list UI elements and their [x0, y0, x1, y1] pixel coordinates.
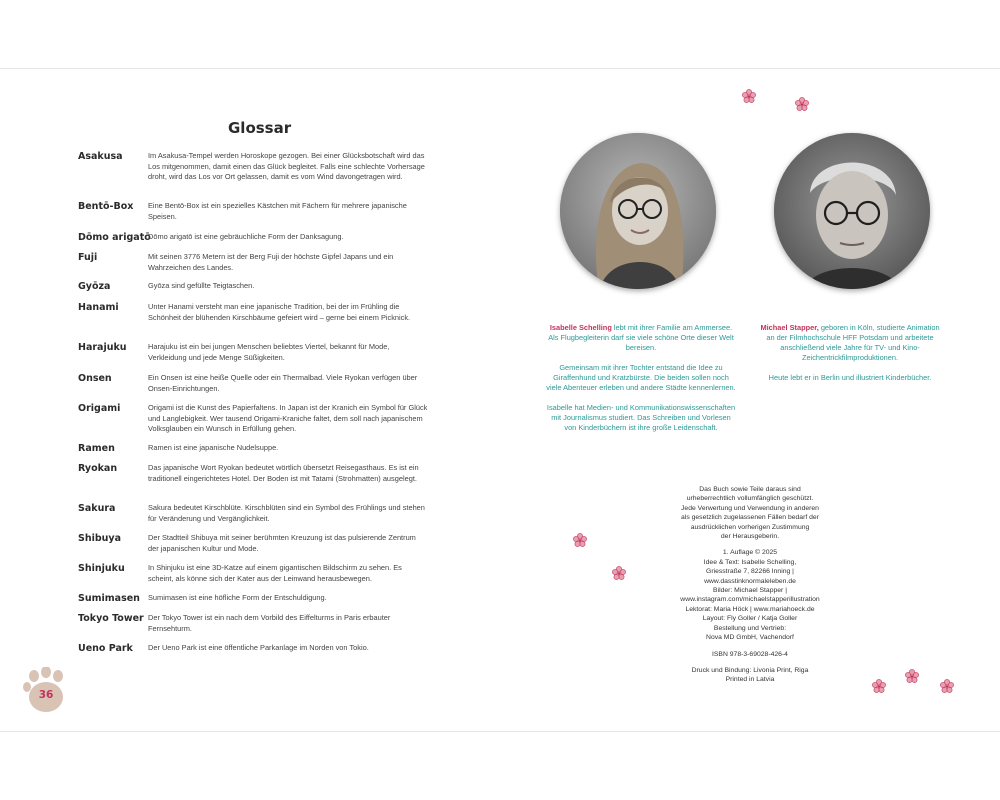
glossary-definition: Dōmo arigatō ist eine gebräuchliche Form der Danksagung.	[148, 232, 344, 241]
glossary-term: Sakura	[78, 503, 116, 514]
glossary-term: Gyōza	[78, 281, 111, 292]
bio-paragraph: Gemeinsam mit ihrer Tochter entstand die Idee zu Giraffenhund und Kratzbürste. Die beiden sollen noch viele Abenteuer erleben und andere Städte kennenlernen.	[546, 363, 736, 392]
portrait-man-icon	[774, 133, 930, 289]
paw-print-icon	[22, 667, 70, 715]
glossary-definition: Ramen ist eine japanische Nudelsuppe.	[148, 443, 279, 452]
right-page	[500, 69, 1000, 731]
glossary-definition: Unter Hanami versteht man eine japanische Tradition, bei der im Frühling die Schönheit der blühenden Kirschbäume gefeiert wird – gerne bei einem Picknick.	[148, 302, 411, 322]
glossary-definition: Sumimasen ist eine höfliche Form der Entschuldigung.	[148, 593, 327, 602]
glossary-definition: Harajuku ist ein bei jungen Menschen beliebtes Viertel, bekannt für Mode, Verkleidung und jede Menge Süßigkeiten.	[148, 342, 390, 362]
author-bio-isabelle	[546, 323, 736, 443]
imprint-line: Idee & Text: Isabelle Schelling,	[703, 558, 797, 566]
page-number: 36	[38, 689, 54, 701]
glossary-definition: Ein Onsen ist eine heiße Quelle oder ein Thermalbad. Viele Ryokan verfügen über Onsen-Einrichtungen.	[148, 373, 418, 393]
glossary-definition: Sakura bedeutet Kirschblüte. Kirschblüten sind ein Symbol des Frühlings und stehen für Veränderung und Vergänglichkeit.	[148, 503, 425, 523]
glossary-term: Dōmo arigatō	[78, 232, 151, 243]
imprint-line: Das Buch sowie Teile daraus sind	[699, 486, 801, 493]
glossary-term: Fuji	[78, 252, 98, 263]
bio-paragraph: Heute lebt er in Berlin und illustriert Kinderbücher.	[768, 373, 932, 382]
imprint-line: der Herausgeberin.	[720, 533, 780, 541]
glossary-definition: Der Stadtteil Shibuya mit seiner berühmten Kreuzung ist das pulsierende Zentrum der japanischen Kultur und Mode.	[148, 533, 416, 553]
imprint-line: Bilder: Michael Stapper |	[713, 587, 787, 595]
glossary-term: Shinjuku	[78, 563, 125, 574]
glossary-term: Onsen	[78, 373, 112, 384]
author-bio-michael	[760, 323, 940, 393]
cherry-blossom-icon	[742, 89, 756, 103]
book-spread	[0, 68, 1000, 732]
glossary-definition: Der Tokyo Tower ist ein nach dem Vorbild des Eiffelturms in Paris erbauter Fernsehturm.	[148, 613, 391, 633]
cherry-blossom-icon	[795, 97, 809, 111]
glossary-definition: Der Ueno Park ist eine öffentliche Parkanlage im Norden von Tokio.	[148, 643, 369, 652]
imprint-line: Griesstraße 7, 82266 Inning |	[706, 568, 794, 576]
cherry-blossom-icon	[905, 669, 919, 683]
glossary-term: Ueno Park	[78, 643, 133, 654]
imprint-line: Bestellung und Vertrieb:	[713, 624, 787, 632]
glossary-term: Bentō-Box	[78, 201, 134, 212]
glossary-term: Asakusa	[78, 151, 123, 162]
cherry-blossom-icon	[940, 679, 954, 693]
imprint-line: Printed in Latvia	[725, 676, 775, 684]
imprint-link: www.instagram.com/michaelstapperillustration	[680, 596, 820, 604]
portrait-woman-icon	[560, 133, 716, 289]
cherry-blossom-icon	[573, 533, 587, 547]
imprint	[660, 485, 840, 685]
glossary-definition: In Shinjuku ist eine 3D-Katze auf einem gigantischen Bildschirm zu sehen. Es scheint, als könne sich der Kater aus der Leinwand herausbewegen.	[148, 563, 402, 583]
page-title: Glossar	[228, 119, 292, 137]
imprint-line: als gesetzlich zugelassenen Fällen bedarf der	[681, 514, 819, 522]
bio-paragraph	[760, 323, 940, 363]
author-photo-isabelle	[560, 133, 716, 289]
cherry-blossom-icon	[872, 679, 886, 693]
bio-text: geboren in Köln, studierte Animation an der Filmhochschule HFF Potsdam und arbeitete anschließend viele Jahre für TV- und Kino-Zeichentrickfilmproduktionen.	[766, 323, 940, 362]
imprint-line: Druck und Bindung: Livonia Print, Riga	[691, 666, 809, 674]
imprint-line: 1. Auflage © 2025	[722, 549, 778, 557]
glossary-term: Shibuya	[78, 533, 122, 544]
author-name: Michael Stapper,	[760, 323, 819, 332]
imprint-line: Layout: Fly Goller / Katja Goller	[702, 615, 798, 623]
cherry-blossom-icon	[612, 566, 626, 580]
imprint-link: www.dasstinknormaleleben.de	[704, 577, 796, 585]
bio-paragraph	[546, 323, 736, 353]
glossary-term: Sumimasen	[78, 593, 140, 604]
glossary-definition: Mit seinen 3776 Metern ist der Berg Fuji der höchste Gipfel Japans und ein Wahrzeichen des Landes.	[148, 252, 394, 272]
bio-text: lebt mit ihrer Familie am Ammersee. Als Flugbegleiterin darf sie viele schöne Orte dieser Welt bereisen.	[548, 323, 734, 352]
glossary-definition: Gyōza sind gefüllte Teigtaschen.	[148, 281, 255, 290]
glossary-definition: Eine Bentō-Box ist ein spezielles Kästchen mit Fächern für mehrere japanische Speisen.	[148, 201, 407, 221]
glossary-term: Hanami	[78, 302, 119, 313]
glossary-term: Origami	[78, 403, 121, 414]
isbn: ISBN 978-3-69028-426-4	[712, 650, 788, 658]
glossary-definition: Das japanische Wort Ryokan bedeutet wörtlich übersetzt Reisegasthaus. Es ist ein traditionell eingerichtetes Hotel. Der Boden ist mit Tatami (Strohmatten) ausgelegt.	[148, 463, 419, 483]
bio-paragraph: Isabelle hat Medien- und Kommunikationswissenschaften mit Journalismus studiert. Das Schreiben und Vorlesen von Kinderbüchern ist ihre große Leidenschaft.	[546, 403, 736, 432]
glossary-definition: Origami ist die Kunst des Papierfaltens. In Japan ist der Kranich ein Symbol für Glück und Langlebigkeit. Wer tausend Origami-Kraniche faltet, dem soll nach japanischem Volksglauben ein Wunsch in Erfüllung gehen.	[148, 403, 428, 433]
glossary-term: Harajuku	[78, 342, 127, 353]
author-photo-michael	[774, 133, 930, 289]
imprint-line: ausdrücklichen vorherigen Zustimmung	[690, 523, 810, 531]
glossary-definition: Im Asakusa-Tempel werden Horoskope gezogen. Bei einer Glücksbotschaft wird das Los mitgenommen, damit einen das Glück begleitet. Falls eine schlechte Vorhersage droht, wird das Los vor Ort gelassen, damit es vom Wind davongetragen wird.	[148, 151, 425, 181]
glossary-term: Tokyo Tower	[78, 613, 144, 624]
author-name: Isabelle Schelling	[549, 323, 612, 332]
imprint-line: urheberrechtlich vollumfänglich geschützt.	[686, 495, 814, 503]
left-page	[0, 69, 500, 731]
imprint-line: Nova MD GmbH, Vachendorf	[706, 634, 794, 642]
imprint-line: Lektorat: Maria Höck | www.mariahoeck.de	[685, 605, 815, 613]
imprint-line: Jede Verwertung und Verwendung in anderen	[681, 504, 819, 512]
glossary-term: Ramen	[78, 443, 115, 454]
glossary-term: Ryokan	[78, 463, 118, 474]
